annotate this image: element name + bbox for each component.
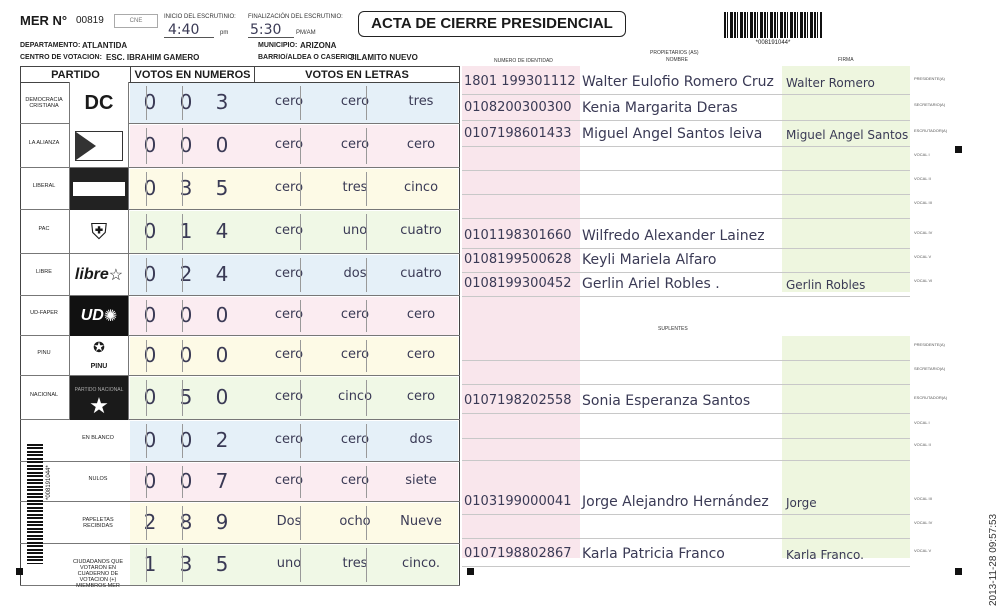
vote-digit: 0 xyxy=(179,90,193,114)
party-name: PINU xyxy=(37,350,51,356)
party-logo xyxy=(69,168,129,210)
member-name: Keyli Mariela Alfaro xyxy=(582,252,717,268)
vote-word: cero xyxy=(274,473,304,488)
party-name: PAC xyxy=(38,226,50,232)
vote-word: cinco xyxy=(403,180,439,195)
member-role: VOCAL V xyxy=(914,254,932,259)
shield-icon: ⛨ xyxy=(90,219,108,244)
cne-logo: CNE xyxy=(114,14,158,28)
vote-digit: 0 xyxy=(179,303,193,327)
vote-word: cero xyxy=(274,223,304,238)
member-id: 0108199300452 xyxy=(464,276,572,291)
member-id: 0108199500628 xyxy=(464,252,572,267)
vote-word: cero xyxy=(340,307,370,322)
vote-digit: 4 xyxy=(215,262,229,286)
flag-icon xyxy=(75,131,123,161)
member-row-line xyxy=(462,296,910,297)
vote-word: cero xyxy=(274,432,304,447)
member-role: ESCRUTADOR(A) xyxy=(914,395,948,400)
cell-divider xyxy=(146,548,147,582)
vote-digit: 0 xyxy=(215,385,229,409)
cell-divider xyxy=(182,506,183,540)
registration-mark xyxy=(16,568,23,575)
member-name: Gerlin Ariel Robles . xyxy=(582,276,720,292)
tally-row xyxy=(20,254,460,296)
tally-row xyxy=(20,336,460,376)
party-name: NULOS xyxy=(88,476,108,482)
vote-digit: 8 xyxy=(179,510,193,534)
tally-row xyxy=(20,462,460,502)
vote-word: cero xyxy=(340,94,370,109)
cell-divider xyxy=(182,548,183,582)
centro-value: ESC. IBRAHIM GAMERO xyxy=(106,53,200,62)
municipio-value: ARIZONA xyxy=(300,41,337,50)
party-name: NACIONAL xyxy=(29,392,59,398)
star-icon: ★ xyxy=(89,393,109,418)
vote-digit: 0 xyxy=(179,428,193,452)
member-role: SECRETARIO(A) xyxy=(914,366,946,371)
cell-divider xyxy=(182,86,183,120)
vote-digit: 7 xyxy=(215,469,229,493)
member-row-line xyxy=(462,384,910,385)
cell-divider xyxy=(182,340,183,372)
cell-divider xyxy=(146,506,147,540)
vote-word: cero xyxy=(274,389,304,404)
vote-digit: 5 xyxy=(215,552,229,576)
member-id: 0107198202558 xyxy=(464,393,572,408)
vote-word: cero xyxy=(340,432,370,447)
cell-divider xyxy=(366,424,367,458)
vote-word: dos xyxy=(409,432,433,447)
cell-divider xyxy=(146,172,147,206)
numero-identidad-header: NUMERO DE IDENTIDAD xyxy=(494,58,553,64)
side-barcode-number: *008191044* xyxy=(46,465,52,500)
member-row-line xyxy=(462,514,910,515)
member-row-line xyxy=(462,438,910,439)
cell-divider xyxy=(366,258,367,292)
member-signature: Gerlin Robles xyxy=(786,278,866,292)
vote-digit: 0 xyxy=(215,343,229,367)
cell-divider xyxy=(300,380,301,416)
vote-word: tres xyxy=(408,94,434,109)
scan-timestamp: 2013-11-28 09:57:53 xyxy=(988,513,999,606)
party-name: CIUDADANOS QUE VOTARON EN CUADERNO DE VOTACION (+) MIEMBROS MER xyxy=(72,559,124,589)
member-name: Wilfredo Alexander Lainez xyxy=(582,228,765,244)
party-logo-text: UD xyxy=(80,307,104,324)
cell-divider xyxy=(366,466,367,498)
departamento-label: DEPARTAMENTO: xyxy=(20,42,81,49)
inicio-label: INICIO DEL ESCRUTINIO: xyxy=(164,14,236,20)
finalizacion-suffix: PM/AM xyxy=(296,30,316,36)
vote-word: cero xyxy=(340,137,370,152)
vote-word: cero xyxy=(406,347,436,362)
member-signature: Karla Franco. xyxy=(786,548,864,562)
vote-digit: 2 xyxy=(143,510,157,534)
member-name: Karla Patricia Franco xyxy=(582,546,725,562)
vote-word: cero xyxy=(274,347,304,362)
vote-digit: 0 xyxy=(143,262,157,286)
member-name: Jorge Alejandro Hernández xyxy=(582,494,769,510)
cell-divider xyxy=(182,258,183,292)
party-logo-text: PARTIDO NACIONAL xyxy=(74,387,124,393)
party-logo-text: PINU xyxy=(90,363,108,370)
vote-digit: 3 xyxy=(179,176,193,200)
cell-divider xyxy=(366,128,367,164)
member-role: VOCAL II xyxy=(914,176,931,181)
cell-divider xyxy=(300,300,301,332)
member-name: Walter Eulofio Romero Cruz xyxy=(582,74,774,90)
cell-divider xyxy=(366,214,367,250)
vote-digit: 2 xyxy=(179,262,193,286)
vote-word: cinco. xyxy=(401,556,440,571)
cell-divider xyxy=(146,466,147,498)
vote-digit: 0 xyxy=(179,343,193,367)
vote-word: siete xyxy=(405,473,437,488)
vote-word: Dos xyxy=(276,514,302,529)
cell-divider xyxy=(146,424,147,458)
cell-divider xyxy=(366,86,367,120)
vote-word: cero xyxy=(274,180,304,195)
member-role: PRESIDENTE(A) xyxy=(914,342,945,347)
cell-divider xyxy=(366,172,367,206)
vote-digit: 0 xyxy=(143,219,157,243)
cell-divider xyxy=(300,466,301,498)
cell-divider xyxy=(300,214,301,250)
barrio-label: BARRIO/ALDEA O CASERIO: xyxy=(258,54,355,61)
cell-divider xyxy=(146,300,147,332)
vote-word: dos xyxy=(343,266,367,281)
liberal-flag-icon xyxy=(73,182,125,196)
vote-digit: 2 xyxy=(215,428,229,452)
member-id: 0101198301660 xyxy=(464,228,572,243)
party-name: EN BLANCO xyxy=(82,435,114,441)
cell-divider xyxy=(366,340,367,372)
cell-divider xyxy=(182,424,183,458)
side-barcode xyxy=(27,444,43,564)
vote-word: cero xyxy=(406,137,436,152)
party-logo xyxy=(69,124,129,168)
cell-divider xyxy=(300,172,301,206)
member-row-line xyxy=(462,120,910,121)
firma-column-band xyxy=(782,336,910,558)
tally-row xyxy=(20,124,460,168)
cell-divider xyxy=(182,466,183,498)
cell-divider xyxy=(366,548,367,582)
member-role: VOCAL III xyxy=(914,496,932,501)
party-name: UD-FAPER xyxy=(30,310,58,316)
inicio-suffix: pm xyxy=(220,30,229,36)
cell-divider xyxy=(182,128,183,164)
vote-word: cuatro xyxy=(400,266,442,281)
member-row-line xyxy=(462,538,910,539)
vote-word: cero xyxy=(274,137,304,152)
firma-column-band xyxy=(782,66,910,292)
vote-digit: 3 xyxy=(215,90,229,114)
party-logo xyxy=(69,296,129,336)
vote-word: tres xyxy=(342,180,368,195)
vote-digit: 0 xyxy=(143,303,157,327)
cell-divider xyxy=(182,172,183,206)
registration-mark xyxy=(467,568,474,575)
sun-icon: ✺ xyxy=(103,308,118,325)
vote-digit: 5 xyxy=(215,176,229,200)
member-role: VOCAL II xyxy=(914,442,931,447)
nombre-header: NOMBRE xyxy=(666,57,688,63)
cell-divider xyxy=(366,300,367,332)
tally-row xyxy=(20,544,460,589)
vote-word: cuatro xyxy=(400,223,442,238)
member-role: VOCAL IV xyxy=(914,230,933,235)
municipio-label: MUNICIPIO: xyxy=(258,42,298,49)
member-signature: Miguel Angel Santos xyxy=(786,128,909,142)
star-icon: ☆ xyxy=(108,267,124,284)
vote-word: uno xyxy=(342,223,368,238)
cell-divider xyxy=(146,258,147,292)
vote-word: cero xyxy=(406,389,436,404)
vote-word: Nueve xyxy=(400,514,442,529)
vote-word: cero xyxy=(274,266,304,281)
barrio-value: JILAMITO NUEVO xyxy=(350,53,418,62)
member-name: Sonia Esperanza Santos xyxy=(582,393,751,409)
vote-word: cinco xyxy=(337,389,373,404)
firma-header: FIRMA xyxy=(838,57,854,63)
member-role: PRESIDENTE(A) xyxy=(914,76,945,81)
member-row-line xyxy=(462,194,910,195)
cell-divider xyxy=(182,300,183,332)
party-logo xyxy=(69,210,129,254)
cell-divider xyxy=(300,548,301,582)
top-barcode-number: *008191044* xyxy=(755,40,791,46)
tally-row xyxy=(20,502,460,544)
mer-label: MER N° xyxy=(20,13,68,28)
party-name: LIBRE xyxy=(36,269,52,275)
cell-divider xyxy=(182,380,183,416)
party-logo xyxy=(69,254,129,296)
vote-digit: 0 xyxy=(143,469,157,493)
cell-divider xyxy=(146,380,147,416)
member-name: Miguel Angel Santos leiva xyxy=(582,126,763,142)
col-numeros: VOTOS EN NUMEROS xyxy=(131,67,255,83)
vote-digit: 0 xyxy=(215,133,229,157)
member-id: 0107198601433 xyxy=(464,126,572,141)
member-row-line xyxy=(462,413,910,414)
member-name: Kenia Margarita Deras xyxy=(582,100,738,116)
member-role: VOCAL III xyxy=(914,200,932,205)
member-role: SECRETARIO(A) xyxy=(914,102,946,107)
vote-digit: 0 xyxy=(143,385,157,409)
member-id: 0107198802867 xyxy=(464,546,572,561)
cell-divider xyxy=(366,506,367,540)
cell-divider xyxy=(182,214,183,250)
vote-word: tres xyxy=(342,556,368,571)
vote-word: uno xyxy=(276,556,302,571)
party-logo-text: DC xyxy=(84,91,114,114)
inicio-value: 4:40 xyxy=(168,22,200,38)
party-logo xyxy=(69,82,129,124)
member-row-line xyxy=(462,360,910,361)
party-name: PAPELETAS RECIBIDAS xyxy=(82,517,114,529)
cell-divider xyxy=(300,424,301,458)
member-role: VOCAL I xyxy=(914,152,930,157)
registration-mark xyxy=(955,146,962,153)
vote-word: cero xyxy=(274,307,304,322)
cell-divider xyxy=(300,506,301,540)
cell-divider xyxy=(300,340,301,372)
vote-digit: 1 xyxy=(143,552,157,576)
vote-digit: 9 xyxy=(215,510,229,534)
vote-word: cero xyxy=(406,307,436,322)
pinu-emblem-icon: ✪ xyxy=(93,339,105,355)
member-row-line xyxy=(462,146,910,147)
member-row-line xyxy=(462,272,910,273)
vote-digit: 0 xyxy=(143,90,157,114)
vote-digit: 0 xyxy=(179,469,193,493)
vote-digit: 5 xyxy=(179,385,193,409)
member-row-line xyxy=(462,248,910,249)
vote-digit: 0 xyxy=(143,133,157,157)
cell-divider xyxy=(146,214,147,250)
member-role: ESCRUTADOR(A) xyxy=(914,128,948,133)
col-partido: PARTIDO xyxy=(21,67,131,83)
member-row-line xyxy=(462,94,910,95)
member-role: VOCAL I xyxy=(914,420,930,425)
vote-word: cero xyxy=(340,347,370,362)
inicio-underline xyxy=(164,37,214,38)
form-title: ACTA DE CIERRE PRESIDENCIAL xyxy=(358,11,626,37)
party-logo-text: libre xyxy=(74,266,109,283)
top-barcode xyxy=(724,12,822,38)
member-role: VOCAL V xyxy=(914,548,932,553)
vote-word: cero xyxy=(340,473,370,488)
tally-row xyxy=(20,210,460,254)
member-id: 1801 199301112 xyxy=(464,74,576,89)
mer-number: 00819 xyxy=(76,15,104,26)
tally-row xyxy=(20,82,460,124)
member-id: 0103199000041 xyxy=(464,494,572,509)
member-row-line xyxy=(462,218,910,219)
cell-divider xyxy=(366,380,367,416)
party-logo xyxy=(69,336,129,376)
cell-divider xyxy=(146,86,147,120)
vote-digit: 0 xyxy=(143,428,157,452)
member-id: 0108200300300 xyxy=(464,100,572,115)
vote-digit: 0 xyxy=(215,303,229,327)
vote-digit: 1 xyxy=(179,219,193,243)
cell-divider xyxy=(300,128,301,164)
party-logo xyxy=(69,376,129,420)
member-row-line xyxy=(462,460,910,461)
member-signature: Walter Romero xyxy=(786,76,875,90)
cell-divider xyxy=(300,86,301,120)
member-signature: Jorge xyxy=(786,496,817,510)
cell-divider xyxy=(300,258,301,292)
tally-row xyxy=(20,376,460,420)
member-role: VOCAL IV xyxy=(914,520,933,525)
departamento-value: ATLANTIDA xyxy=(82,41,128,50)
registration-mark xyxy=(955,568,962,575)
finalizacion-label: FINALIZACIÓN DEL ESCRUTINIO: xyxy=(248,14,343,20)
col-letras: VOTOS EN LETRAS xyxy=(255,67,459,83)
party-name: DEMOCRACIA CRISTIANA xyxy=(25,97,63,109)
party-name: LA ALIANZA xyxy=(28,140,60,146)
tally-row xyxy=(20,420,460,462)
vote-digit: 0 xyxy=(143,343,157,367)
vote-digit: 3 xyxy=(179,552,193,576)
finalizacion-value: 5:30 xyxy=(250,22,282,38)
vote-digit: 0 xyxy=(179,133,193,157)
member-role: VOCAL VI xyxy=(914,278,933,283)
cell-divider xyxy=(146,128,147,164)
vote-word: ocho xyxy=(339,514,371,529)
member-row-line xyxy=(462,566,910,567)
tally-row xyxy=(20,296,460,336)
vote-word: cero xyxy=(274,94,304,109)
vote-digit: 4 xyxy=(215,219,229,243)
tally-row xyxy=(20,168,460,210)
cell-divider xyxy=(146,340,147,372)
finalizacion-underline xyxy=(248,37,294,38)
propietarios-header: PROPIETARIOS (AS) xyxy=(650,50,699,56)
member-row-line xyxy=(462,170,910,171)
suplentes-header: SUPLENTES xyxy=(658,326,688,332)
vote-digit: 0 xyxy=(143,176,157,200)
party-name: LIBERAL xyxy=(32,183,56,189)
centro-label: CENTRO DE VOTACION: xyxy=(20,54,102,61)
